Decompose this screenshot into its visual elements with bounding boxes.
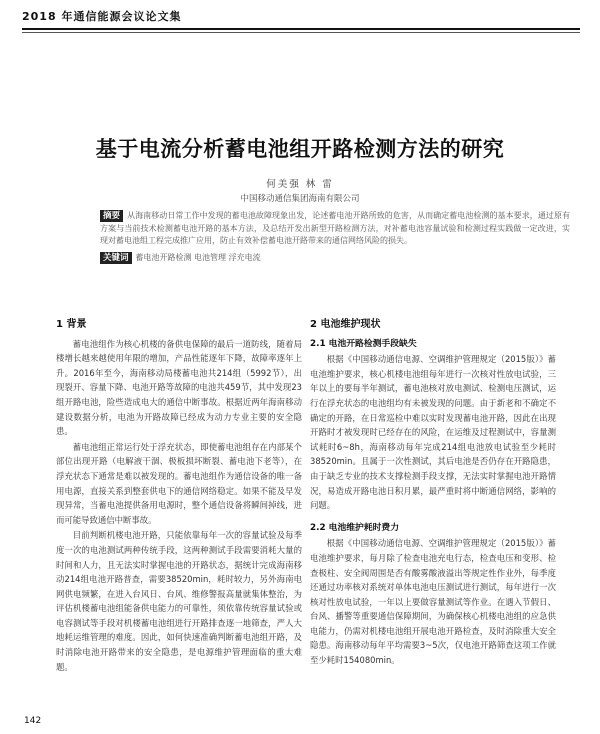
- header-rule-thin: [22, 32, 580, 33]
- section-heading: 1 背景: [56, 319, 87, 330]
- abstract: [100, 210, 570, 248]
- section-heading: 2 电池维护现状: [310, 319, 381, 330]
- subsection-heading: 2.1 电池开路检测手段缺失: [310, 338, 417, 349]
- keywords-text: 蓄电池开路检测 电池管理 浮充电流: [135, 252, 261, 262]
- abstract-text: 从海南移动日常工作中发现的蓄电池故障现象出发，论述蓄电池开路所致的危害，从而确定蓄电池检测的基本要求，通过原有方案与当前技术检测蓄电池开路的基本方法，及总结开发出新型开路检测方法，对补蓄电池容量试验和检测过程实践做一定改进，实现对蓄电池组工程完成推广应用，防止有效补偿蓄电池开路带来的通信网络风险的损失。: [100, 211, 570, 246]
- article-affiliation: 中国移动通信集团海南有限公司: [240, 194, 360, 204]
- body-paragraph: 目前判断机楼电池开路，只能依靠每年一次的容量试验及每季度一次的电池测试两种传统手段，这两种测试手段需要消耗大量的时间和人力，且无法实时掌握电池的开路状态，据统计完成海南移动214组电池开路普查，需要38520min，耗时较力，另外海南电网供电频繁，在进入台风日、台风、维修警报高量就集体整治，为评估机楼蓄电池组能备供电能力的可靠性，须依靠传统容量试验或电容测试等手段对机楼蓄电池组进行开路排查逐一地筛查，严人大地耗运维管理的难度。因此，如何快速准确判断蓄电池组开路，及时消除电池开路带来的安全隐患，是电源维护管理面临的重大难题。: [56, 530, 302, 672]
- body-paragraph: 蓄电池组作为核心机楼的备供电保障的最后一道防线，随着局楼增长越来越使用年限的增加，产品性能逐年下降，故障率逐年上升。2016年至今，海南移动局楼蓄电池共214组（5992节），出现裂开、容量下降、电池开路等故障的电池共459节，其中发现23组开路电池，险些造成电大的通信中断事故。根据近两年海南移动建设数据分析，电池为开路故障已经成为动力专业主要的安全隐患。: [56, 338, 302, 437]
- keywords-label: 关键词: [100, 252, 132, 264]
- running-head: 2018 年通信能源会议论文集: [22, 10, 182, 23]
- left-column: [56, 318, 302, 675]
- body-paragraph: 蓄电池组正常运行处于浮充状态，即使蓄电池组存在内部某个部位出现开路（电解液干涸、极板损坏断裂、蓄电池下老等），在浮充状态下通常是难以被发现的。蓄电池组作为通信设备的唯一备用电源，直接关系到整套供电下的通信网络稳定。如果不能及早发现异常，当蓄电池提供备用电源时，整个通信设备将瞬间掉线，进而可能导致通信中断事故。: [56, 441, 302, 525]
- subsection-heading: 2.2 电池维护耗时费力: [310, 522, 400, 533]
- body-paragraph: 根据《中国移动通信电源、空调维护管理规定（2015版）》蓄电池维护要求，每月除了检查电池充电行态，检查电压和变形、检查极柱、安全阀周围是否有酸雾酸液溢出等规定性作业外，每季度还通过功率核对系统对单体电池电压测试进行测试，每年进行一次核对性放电试验，一年以上要做容量测试等作业。在遇入节假日、台风、播警等重要通信保障期间，为确保核心机楼电池组的应急供电能力，仍需对机楼电池组开展电池开路检查，及时消除重大安全隐患。海南移动每年平均需要3~5次，仅电池开路筛查这项工作就至少耗时154080min。: [310, 538, 556, 666]
- header-rule: [22, 28, 580, 30]
- keywords: [100, 252, 570, 265]
- article-title: 基于电流分析蓄电池组开路检测方法的研究: [95, 137, 505, 161]
- body-paragraph: 根据《中国移动通信电源、空调维护管理规定（2015版）》蓄电池维护要求，核心机楼电池组每年进行一次核对性放电试验，三年以上的要每半年测试，蓄电池核对放电测试、检测电压测试，运行在浮充状态的电池组均有未被发现的问题。由于新老和不确定不确定的开路，在日常巡检中难以实时发现蓄电池开路，因此在出现开路时才被发现时已经存在的风险，在运维及过程测试中，容量测试耗时6~8h，海南移动每年完成214组电池放电试验至少耗时38520min。且属于一次性测试，其后电池是否仍存在开路隐患，由于缺乏专业的技术支撑检测手段支撑，无法实时掌握电池开路情况，易造成开路电池日积月累，最严重时将中断通信网络，影响的问题。: [310, 354, 556, 511]
- article-authors: 何美强 林 雷: [266, 179, 334, 190]
- abstract-label: 摘要: [100, 210, 123, 222]
- right-column: [310, 318, 556, 669]
- abstract-block: [100, 210, 570, 264]
- page-number: 142: [24, 716, 42, 726]
